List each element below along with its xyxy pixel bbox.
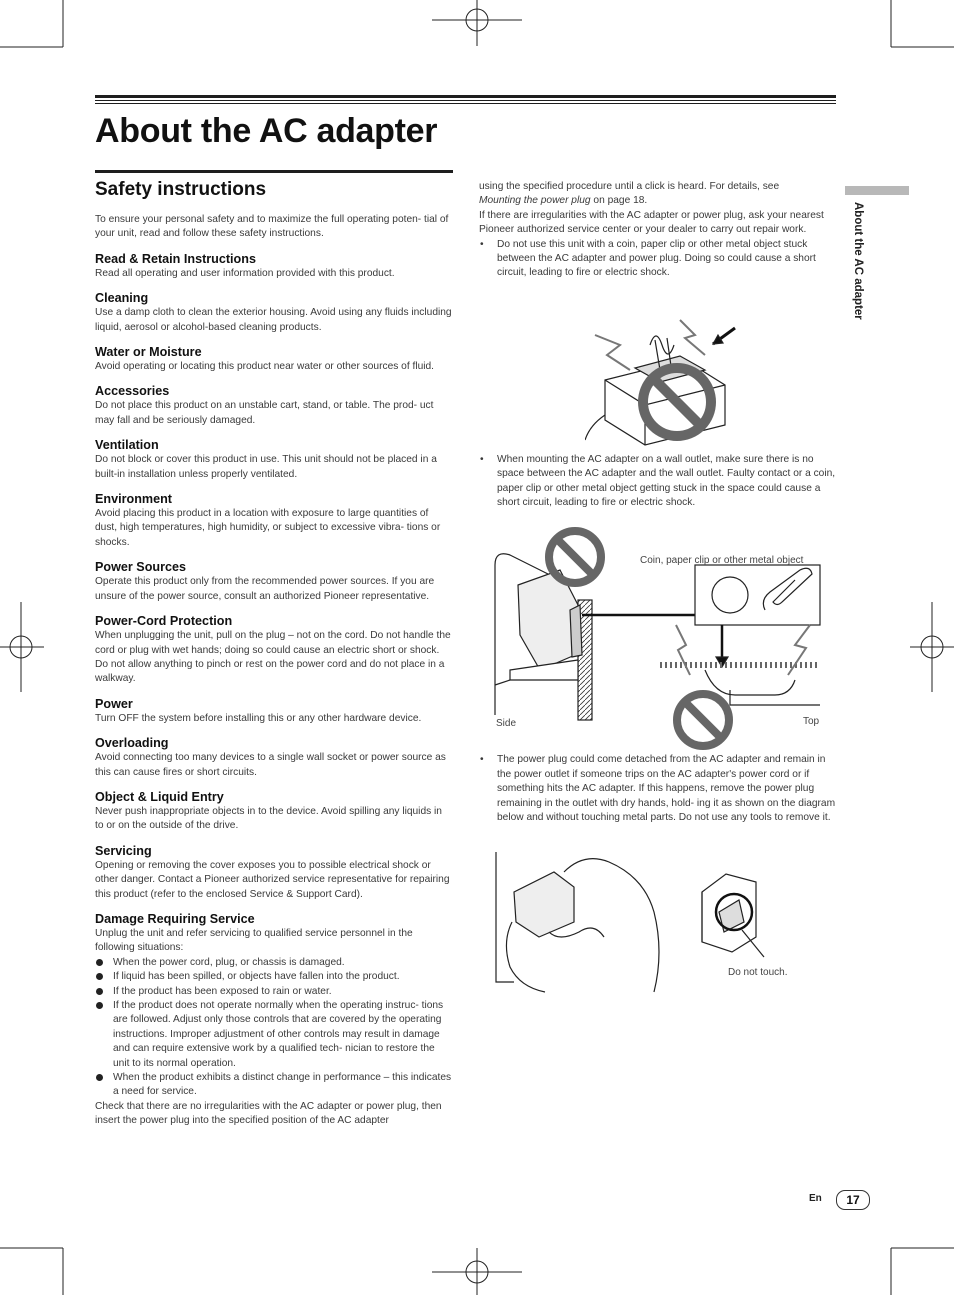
- bullet-detached-plug: • The power plug could come detached from the AC adapter and remain in the power outlet if someone trips on the AC adapter's power cord or if something hits the AC adapter. If this happens, remove the power plug remaining in the outlet with dry hands, hold- ing it as shown on the diagram below and without touching metal parts. Do not use any tools to remove it.: [479, 753, 837, 825]
- safety-item: [95, 252, 453, 281]
- safety-item-text: Unplug the unit and refer servicing to qualified service personnel in the following situations:: [95, 927, 413, 954]
- safety-item: [95, 790, 453, 834]
- safety-item-text: Do not block or cover this product in use. This unit should not be placed in a built-in installation unless properly ventilated.: [95, 454, 437, 480]
- safety-item: [95, 614, 453, 687]
- safety-item-heading: Power Sources: [95, 560, 186, 575]
- safety-item: [95, 912, 453, 956]
- do-not-touch-label: Do not touch.: [728, 967, 788, 978]
- section-rule: [95, 170, 453, 173]
- safety-item: [95, 736, 453, 780]
- safety-item-heading: Read & Retain Instructions: [95, 251, 256, 266]
- page-number: 17: [836, 1190, 870, 1210]
- safety-item-heading: Damage Requiring Service: [95, 911, 255, 926]
- safety-item-heading: Ventilation: [95, 438, 159, 453]
- safety-item-heading: Overloading: [95, 736, 169, 751]
- damage-bullet: When the power cord, plug, or chassis is damaged.: [95, 956, 453, 970]
- safety-item-text: Read all operating and user information provided with this product.: [95, 267, 395, 279]
- side-label: Side: [496, 718, 517, 729]
- safety-item-heading: Water or Moisture: [95, 345, 202, 360]
- mounting-reference: Mounting the power plug: [479, 195, 591, 207]
- safety-item-heading: Object & Liquid Entry: [95, 789, 224, 804]
- safety-item: [95, 384, 453, 428]
- safety-item: [95, 492, 453, 550]
- safety-item: [95, 560, 453, 604]
- safety-item-text: Opening or removing the cover exposes you to possible electrical shock or other danger. Contact a Pioneer authorized service representative for repairing this product (refer to the enclosed Service & Support Card).: [95, 859, 450, 900]
- damage-bullet-list: [95, 956, 453, 1100]
- closing-text: Check that there are no irregularities with the AC adapter or power plug, then insert the power plug into the specified position of the AC adapter: [95, 1100, 442, 1127]
- safety-items: [95, 252, 453, 956]
- bullet-metal-object: • Do not use this unit with a coin, paper clip or other metal object stuck between the AC adapter and power plug. Doing so could cause a short circuit, leading to fire or electric shock.: [479, 238, 837, 281]
- safety-item-heading: Power-Cord Protection: [95, 614, 233, 629]
- header-rules: [95, 95, 836, 104]
- safety-item: [95, 438, 453, 482]
- bullet-wall-outlet: • When mounting the AC adapter on a wall outlet, make sure there is no space between the AC adapter and the wall outlet. Faulty contact or a coin, paper clip or other metal object getting stuck in the space could cause a short circuit, leading to fire or electric shock.: [479, 453, 837, 511]
- safety-item-heading: Accessories: [95, 384, 170, 399]
- page-title: About the AC adapter: [95, 112, 438, 150]
- safety-item-text: Never push inappropriate objects in to the device. Avoid spilling any liquids in to or on the outside of the drive.: [95, 805, 442, 832]
- left-column: [95, 170, 453, 1129]
- safety-item-heading: Power: [95, 696, 133, 711]
- safety-item-heading: Cleaning: [95, 291, 149, 306]
- safety-item-text: Turn OFF the system before installing this or any other hardware device.: [95, 712, 422, 724]
- safety-item-text: Do not place this product on an unstable cart, stand, or table. The prod- uct may fall and be seriously damaged.: [95, 400, 434, 426]
- top-label: Top: [803, 716, 820, 727]
- continuation-text: using the specified procedure until a click is heard. For details, see Mounting the power plug on page 18.: [479, 181, 780, 207]
- adapter-paperclip-figure: [585, 300, 745, 450]
- coin-label: Coin, paper clip or other metal object: [640, 555, 804, 566]
- repair-text: If there are irregularities with the AC adapter or power plug, ask your nearest Pioneer authorized service center or your dealer to carry out repair work.: [479, 209, 824, 236]
- safety-item-text: Avoid connecting too many devices to a single wall socket or power source as this can cause fires or short circuits.: [95, 752, 446, 778]
- safety-item-heading: Environment: [95, 492, 172, 507]
- safety-item-text: Operate this product only from the recommended power sources. If you are unsure of the power source, consult an authorized Pioneer representative.: [95, 576, 435, 602]
- safety-item-text: When unplugging the unit, pull on the plug – not on the cord. Do not handle the cord or plug with wet hands; doing so could cause an electric short or shock. Do not allow anything to pinch or rest on the power cord and do not place in a walkway.: [95, 630, 451, 685]
- safety-item: [95, 345, 453, 374]
- safety-item-text: Avoid operating or locating this product near water or other sources of fluid.: [95, 361, 435, 373]
- damage-bullet: If liquid has been spilled, or objects have fallen into the product.: [95, 970, 453, 984]
- section-title: Safety instructions: [95, 179, 267, 200]
- safety-item-text: Use a damp cloth to clean the exterior housing. Avoid using any fluids including liquid, aerosol or alcohol-based cleaning products.: [95, 307, 452, 333]
- safety-item-heading: Servicing: [95, 843, 152, 858]
- damage-bullet: If the product has been exposed to rain or water.: [95, 985, 453, 999]
- safety-item-text: Avoid placing this product in a location with exposure to large quantities of dust, high temperatures, high humidity, or subject to excessive vibra- tions or shocks.: [95, 508, 441, 548]
- damage-bullet: When the product exhibits a distinct change in performance – this indicates a need for service.: [95, 1071, 453, 1100]
- safety-item: [95, 291, 453, 335]
- safety-item: [95, 844, 453, 902]
- safety-item: [95, 697, 453, 726]
- side-tab-bar: [845, 186, 909, 195]
- side-tab-label: About the AC adapter: [852, 202, 864, 320]
- footer-language: En: [809, 1193, 822, 1204]
- intro-text: To ensure your personal safety and to maximize the full operating poten- tial of your unit, read and follow these safety instructions.: [95, 214, 449, 240]
- damage-bullet: If the product does not operate normally when the operating instruc- tions are followed. Adjust only those controls that are covered by the operating instructions. Improper adjustment of other controls may result in damage and can require extensive work by a qualified tech- nician to restore the unit to its normal operation.: [95, 999, 453, 1071]
